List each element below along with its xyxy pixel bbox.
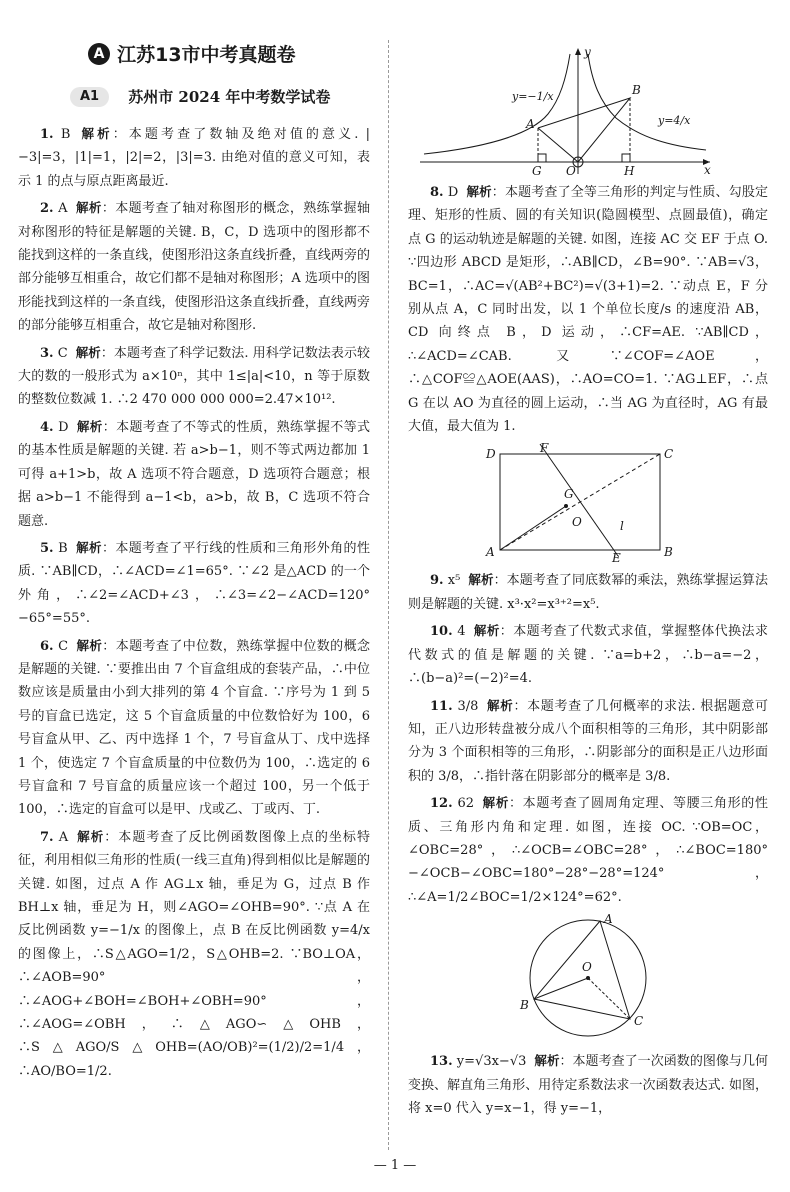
answer-item-7: 7. A 解析：本题考查了反比例函数图像上点的坐标特征，利用相似三角形的性质(一线三直角)得到相似比是解题的关键. 如图，过点 A 作 AG⊥x 轴，垂足为 G，过点 B 作 BH⊥x 轴，垂足为 H，则∠AGO=∠OHB=90°. ∵点 A 在反比例函数 y=−1/x 的图像上，点 B 在反比例函数 y=4/x 的图像上，∴S△AGO=1/2，S△OHB=2. ∵BO⊥OA，∴∠AOB=90°，∴∠AOG+∠BOH=∠BOH+∠OBH=90°，∴∠AOG=∠OBH，∴△AGO∽△OHB，∴S△AGO/S△OHB=(AO/OB)²=(1/2)/2=1/4，∴AO/BO=1/2. (18, 828, 370, 1079)
fig8-label-E: E (612, 551, 621, 563)
rectangle-figure (408, 442, 768, 562)
answer-item-11: 11. 3/8 解析：本题考查了几何概率的求法. 根据题意可知，正八边形转盘被分成八个面积相等的三角形，其中阴影部分为 3 个面积相等的三角形，∴阴影部分的面积是正八边形面积的 3/8，∴指针落在阴影部分的概率是 3/8. (408, 697, 769, 784)
page-number: — 1 — (373, 1158, 417, 1173)
fig12-label-B: B (520, 998, 529, 1013)
fig8-label-F: F (540, 442, 549, 456)
fig7-label-G: G (532, 164, 542, 176)
fig12-label-C: C (634, 1014, 644, 1029)
circle-figure (408, 913, 768, 1043)
answer-item-3: 3. C 解析：本题考查了科学记数法. 用科学记数法表示较大的数的一般形式为 a×10ⁿ，其中 1≤|a|<10，n 等于原数的整数位数减 1. ∴2 470 000 000 000=2.47×10¹². (18, 344, 370, 408)
fig7-label-B: B (632, 83, 641, 97)
fig8-label-B: B (664, 545, 673, 560)
column-divider (388, 40, 389, 1150)
left-column (18, 122, 370, 1086)
paper-title: 苏州市 2024 年中考数学试卷 (128, 88, 331, 106)
fig7-label-O: O (566, 164, 576, 176)
fig8-label-C: C (664, 447, 674, 462)
answer-item-6: 6. C 解析：本题考查了中位数，熟练掌握中位数的概念是解题的关键. ∵要推出由 7 个盲盒组成的套装产品，∴中位数应该是质量由小到大排列的第 4 个盲盒. ∵序号为 1 到 5 号的盲盒已选定，这 5 个盲盒质量的中位数恰好为 100，6 号盲盒从甲、乙、丙中选择 1 个，7 号盲盒从丁、戊中选择 1 个，使选定 7 个盲盒质量的中位数仍为 100，∴选定的 6 号盲盒和 7 号盲盒的质量应该一个超过 100，另一个低于 100，∴选定的盲盒可以是甲、戊或乙、丁或丙、丁. (18, 637, 370, 818)
fig7-eq-left: y=−1/x (512, 90, 554, 103)
fig8-label-l: l (620, 519, 624, 534)
answer-item-9: 9. x⁵ 解析：本题考查了同底数幂的乘法，熟练掌握运算法则是解题的关键. x³·x²=x³⁺²=x⁵. (408, 572, 768, 612)
answer-item-4: 4. D 解析：本题考查了不等式的性质，熟练掌握不等式的基本性质是解题的关键. 若 a>b−1，则不等式两边都加 1 可得 a+1>b，故 A 选项不符合题意，D 选项符合题意；根据 a>b−1 不能得到 a−1<b，a>b，故 B，C 选项不符合题意. (18, 418, 370, 529)
fig8-label-A: A (486, 545, 495, 560)
fig8-label-G: G (564, 487, 574, 502)
answer-item-5: 5. B 解析：本题考查了平行线的性质和三角形外角的性质. ∵AB∥CD，∴∠ACD=∠1=65°. ∵∠2 是△ACD 的一个外角，∴∠2=∠ACD+∠3，∴∠3=∠2−∠ACD=120°−65°=55°. (18, 539, 370, 627)
hyperbola-figure (420, 44, 720, 176)
answer-item-8: 8. D 解析：本题考查了全等三角形的判定与性质、勾股定理、矩形的性质、圆的有关知识(隐圆模型、点圆最值)，确定点 G 的运动轨迹是解题的关键. 如图，连接 AC 交 EF 于点 O. ∵四边形 ABCD 是矩形，∴AB∥CD，∠B=90°. ∵AB=√3，BC=1，∴AC=√(AB²+BC²)=√(3+1)=2. ∵动点 E，F 分别从点 A，C 同时出发，以 1 个单位长度/s 的速度沿 AB，CD 向终点 B，D 运动，∴CF=AE. ∵AB∥CD，∴∠ACD=∠CAB. 又∵∠COF=∠AOE，∴△COF≌△AOE(AAS)，∴AO=CO=1. ∵AG⊥EF，∴点 G 在以 AO 为直径的圆上运动，∴当 AG 为直径时，AG 有最大值，最大值为 1. (408, 184, 768, 435)
answer-item-1: 1. B 解析：本题考查了数轴及绝对值的意义. |−3|=3，|1|=1，|2|=2，|3|=3. 由绝对值的意义可知，表示 1 的点与原点距离最近. (18, 126, 370, 189)
y-axis-arrow (575, 48, 581, 55)
fig7-label-y: y (584, 45, 591, 59)
fig8-label-D: D (486, 447, 496, 462)
answer-item-13: 13. y=√3x−√3 解析：本题考查了一次函数的图像与几何变换、解直角三角形、用待定系数法求一次函数表达式. 如图，将 x=0 代入 y=x−1，得 y=−1， (408, 1053, 768, 1116)
fig12-label-O: O (582, 960, 592, 975)
line-l (540, 444, 618, 556)
exam-subheader (70, 86, 370, 114)
fig7-eq-right: y=4/x (658, 114, 691, 127)
fig7-label-H: H (624, 164, 635, 176)
fig8-label-O: O (572, 515, 582, 530)
fig12-label-A: A (604, 913, 613, 927)
curve-left (424, 54, 570, 154)
exam-set-header (88, 40, 378, 70)
paper-badge: A1 (70, 87, 109, 107)
answer-item-10: 10. 4 解析：本题考查了代数式求值，掌握整体代换法求代数式的值是解题的关键. ∵a=b+2，∴b−a=−2，∴(b−a)²=(−2)²=4. (408, 623, 768, 687)
right-column (408, 180, 768, 1123)
fig7-label-x: x (704, 163, 711, 176)
answer-item-12: 12. 62 解析：本题考查了圆周角定理、等腰三角形的性质、三角形内角和定理. 如图，连接 OC. ∵OB=OC，∠OBC=28°，∴∠OCB=∠OBC=28°，∴∠BOC=180°−∠OCB−∠OBC=180°−28°−28°=124°，∴∠A=1/2∠BOC=1/2×124°=62°. (408, 795, 768, 905)
section-badge: A (88, 43, 110, 65)
curve-right (588, 54, 706, 150)
fig7-label-A: A (526, 117, 535, 131)
exam-set-title: 江苏13市中考真题卷 (117, 44, 296, 66)
answer-item-2: 2. A 解析：本题考查了轴对称图形的概念，熟练掌握轴对称图形的特征是解题的关键. B，C，D 选项中的图形都不能找到这样的一条直线，使图形沿这条直线折叠，直线两旁的部分能够互相重合，故它们都不是轴对称图形；A 选项中的图形能找到这样的一条直线，使图形沿这条直线折叠，直线两旁的部分能够互相重合，故它是轴对称图形. (18, 200, 370, 334)
triangle-AOB (538, 98, 630, 162)
